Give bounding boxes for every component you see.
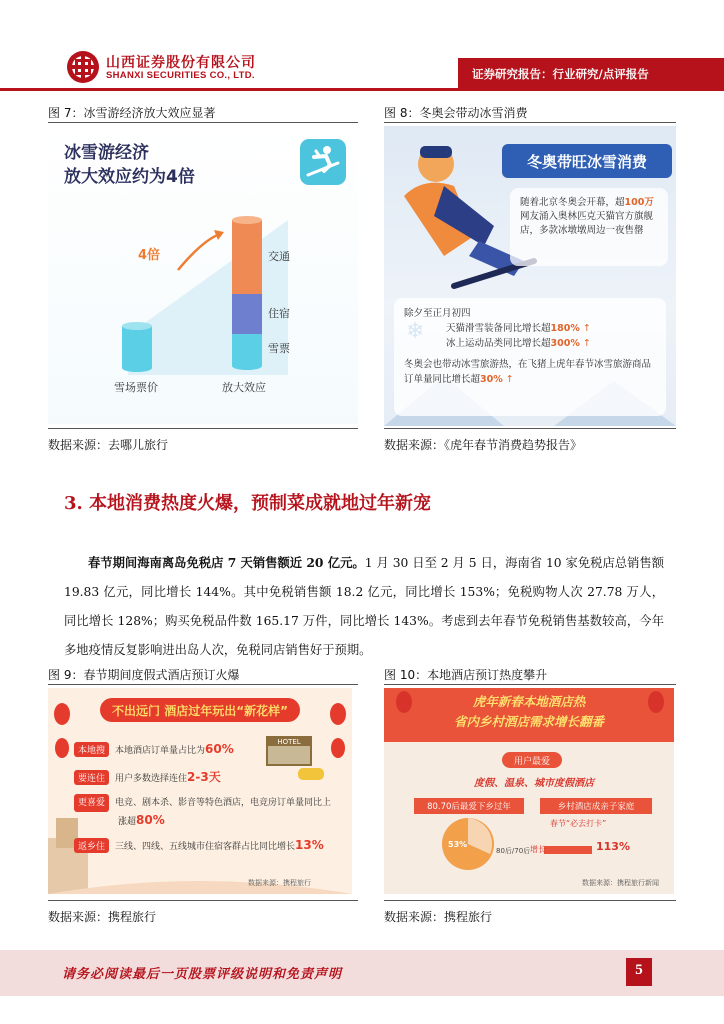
paragraph-lead: 春节期间海南离岛免税店 7 天销售额近 20 亿元。 xyxy=(88,555,365,570)
fig7-multiplier: 4倍 xyxy=(138,248,161,263)
fig8-card2-row3 xyxy=(404,357,656,387)
fig8-source: 数据来源：《虎年春节消费趋势报告》 xyxy=(384,438,583,452)
fig10-credit: 数据来源：携程旅行新闻 xyxy=(582,879,659,887)
fig9-rows xyxy=(74,742,334,864)
company-logo xyxy=(66,50,100,84)
fig10-caption: 图 10：本地酒店预订热度攀升 xyxy=(384,668,548,682)
fig10-bottom-rule xyxy=(384,900,676,901)
arrow-up-icon: ↑ xyxy=(582,338,591,349)
fig9-row-text: 用户多数选择连住 xyxy=(115,774,188,784)
page-number: 5 xyxy=(626,958,652,986)
fig7-source: 数据来源：去哪儿旅行 xyxy=(48,438,169,452)
fig10-pie-label: 53% xyxy=(448,840,468,849)
company-name-cn: 山西证券股份有限公司 xyxy=(106,55,256,71)
fig9-source: 数据来源：携程旅行 xyxy=(48,910,157,924)
fig10-tags: 度假、温泉、城市度假酒店 xyxy=(474,778,594,789)
section-paragraph xyxy=(64,548,664,665)
fig9-row-text: 电竞、剧本杀、影音等特色酒店，电竞房订单量同比上涨超 xyxy=(115,798,332,827)
fig7-xlabel-ticket: 雪场票价 xyxy=(114,381,158,394)
fig10-banner-line1: 虎年新春本地酒店热 xyxy=(472,694,586,709)
fig10-image xyxy=(384,688,674,894)
fig9-row xyxy=(74,838,334,864)
fig8-card2-row1-label: 天猫滑雪装备同比增长超 xyxy=(446,323,551,334)
fig9-row-tag: 要连住 xyxy=(74,770,109,785)
fig8-card2 xyxy=(394,298,666,416)
fig8-card2-row1 xyxy=(404,321,656,336)
fig8-card2-row2-value: 300% xyxy=(550,338,580,349)
fig10-growth-prefix: 增长 xyxy=(530,845,546,854)
fig10-top-rule xyxy=(384,684,676,685)
fig9-row-value: 80% xyxy=(136,813,165,827)
fig10-banner-line2: 省内乡村酒店需求增长翻番 xyxy=(453,714,604,729)
fig9-row xyxy=(74,742,334,768)
fig7-title-line1: 冰雪游经济 xyxy=(64,143,149,163)
fig7-label-transport: 交通 xyxy=(268,250,290,263)
fig10-box2: 乡村酒店成亲子家庭 xyxy=(540,798,652,814)
fig8-image xyxy=(384,126,676,426)
fig9-banner: 不出远门 酒店过年玩出“新花样” xyxy=(100,698,300,722)
fig10-decor xyxy=(384,688,674,894)
fig8-card2-row1-value: 180% xyxy=(550,323,580,334)
hotel-sign: HOTEL xyxy=(268,738,310,746)
fig9-row xyxy=(74,794,334,838)
fig8-card2-head: 除夕至正月初四 xyxy=(404,308,471,319)
fig7-xlabel-effect: 放大效应 xyxy=(222,381,266,394)
section-title: 3. 本地消费热度火爆，预制菜成就地过年新宠 xyxy=(64,493,432,514)
fig10-box1: 80.70后最爱下乡过年 xyxy=(414,798,524,814)
report-type: 证券研究报告：行业研究/点评报告 xyxy=(458,58,724,88)
arrow-up-icon: ↑ xyxy=(505,374,514,385)
skier-icon xyxy=(300,139,346,185)
fig9-row-tag: 本地搜 xyxy=(74,742,109,757)
fig8-card2-row2 xyxy=(404,336,656,351)
fig7-caption: 图 7：冰雪游经济放大效应显著 xyxy=(48,106,216,120)
fig9-row-text: 三线、四线、五线城市住宿客群占比同比增长 xyxy=(115,842,296,852)
fig8-top-rule xyxy=(384,122,676,123)
fig7-bottom-rule xyxy=(48,428,358,429)
fig9-row xyxy=(74,768,334,794)
fig10-source: 数据来源：携程旅行 xyxy=(384,910,493,924)
fig9-caption: 图 9：春节期间度假式酒店预订火爆 xyxy=(48,668,240,682)
fig9-row-value: 2-3天 xyxy=(187,770,221,784)
fig9-row-value: 60% xyxy=(205,742,234,756)
fig10-pie-sub: 80后/70后 xyxy=(496,847,531,855)
fig8-banner: 冬奥带旺冰雪消费 xyxy=(502,144,672,178)
fig9-row-tag: 返乡住 xyxy=(74,838,109,853)
fig10-growth-value: 113% xyxy=(596,840,630,853)
fig8-card1-text-b: 网友涌入奥林匹克天猫官方旗舰店，多款冰墩墩周边一夜售罄 xyxy=(520,211,654,236)
paragraph-body: 1 月 30 日至 2 月 5 日，海南省 10 家免税店总销售额 19.83 亿元，同比增长 144%。其中免税销售额 18.2 亿元，同比增长 153%；免税购物人次 27.78 万人，同比增长 128%；购买免税品件数 165.17 万件，同比增长 143%。考虑到去年春节免税销售基数较高，今年多地疫情反复影响进出岛人次，免税同店销售好于预期。 xyxy=(64,556,665,657)
footer-disclaimer: 请务必阅读最后一页股票评级说明和免责声明 xyxy=(62,967,343,982)
fig9-row-tag: 更喜爱 xyxy=(74,794,109,812)
fig9-image xyxy=(48,688,352,894)
arrow-up-icon: ↑ xyxy=(582,323,591,334)
fig9-top-rule xyxy=(48,684,358,685)
fig10-pill: 用户最爱 xyxy=(502,752,562,768)
fig8-card2-row3-label: 冬奥会也带动冰雪旅游热，在飞猪上虎年春节冰雪旅游商品订单量同比增长超 xyxy=(404,359,652,385)
fig9-credit: 数据来源：携程旅行 xyxy=(248,879,311,887)
fig8-card2-row2-label: 冰上运动品类同比增长超 xyxy=(446,338,551,349)
fig9-row-text: 本地酒店订单量占比为 xyxy=(115,746,206,756)
fig7-label-lodging: 住宿 xyxy=(268,307,290,320)
fig10-box2-sub: 春节“必去打卡” xyxy=(550,819,607,828)
fig8-bottom-rule xyxy=(384,428,676,429)
fig8-caption: 图 8：冬奥会带动冰雪消费 xyxy=(384,106,528,120)
fig7-title-line2: 放大效应约为4倍 xyxy=(64,167,195,187)
fig10-growth-bar xyxy=(544,846,592,854)
header-rule xyxy=(0,88,724,91)
fig7-title xyxy=(64,141,195,189)
fig9-bottom-rule xyxy=(48,900,358,901)
fig7-top-rule xyxy=(48,122,358,123)
fig8-card1-highlight: 100万 xyxy=(624,197,654,208)
fig8-card1-text-a: 随着北京冬奥会开幕，超 xyxy=(520,197,625,208)
company-name-en: SHANXI SECURITIES CO., LTD. xyxy=(106,70,255,81)
fig9-row-value: 13% xyxy=(295,838,324,852)
fig7-label-ticket: 雪票 xyxy=(268,342,290,355)
fig8-card1 xyxy=(510,188,668,266)
fig7-chart xyxy=(48,190,358,390)
fig8-card2-row3-value: 30% xyxy=(480,374,503,385)
